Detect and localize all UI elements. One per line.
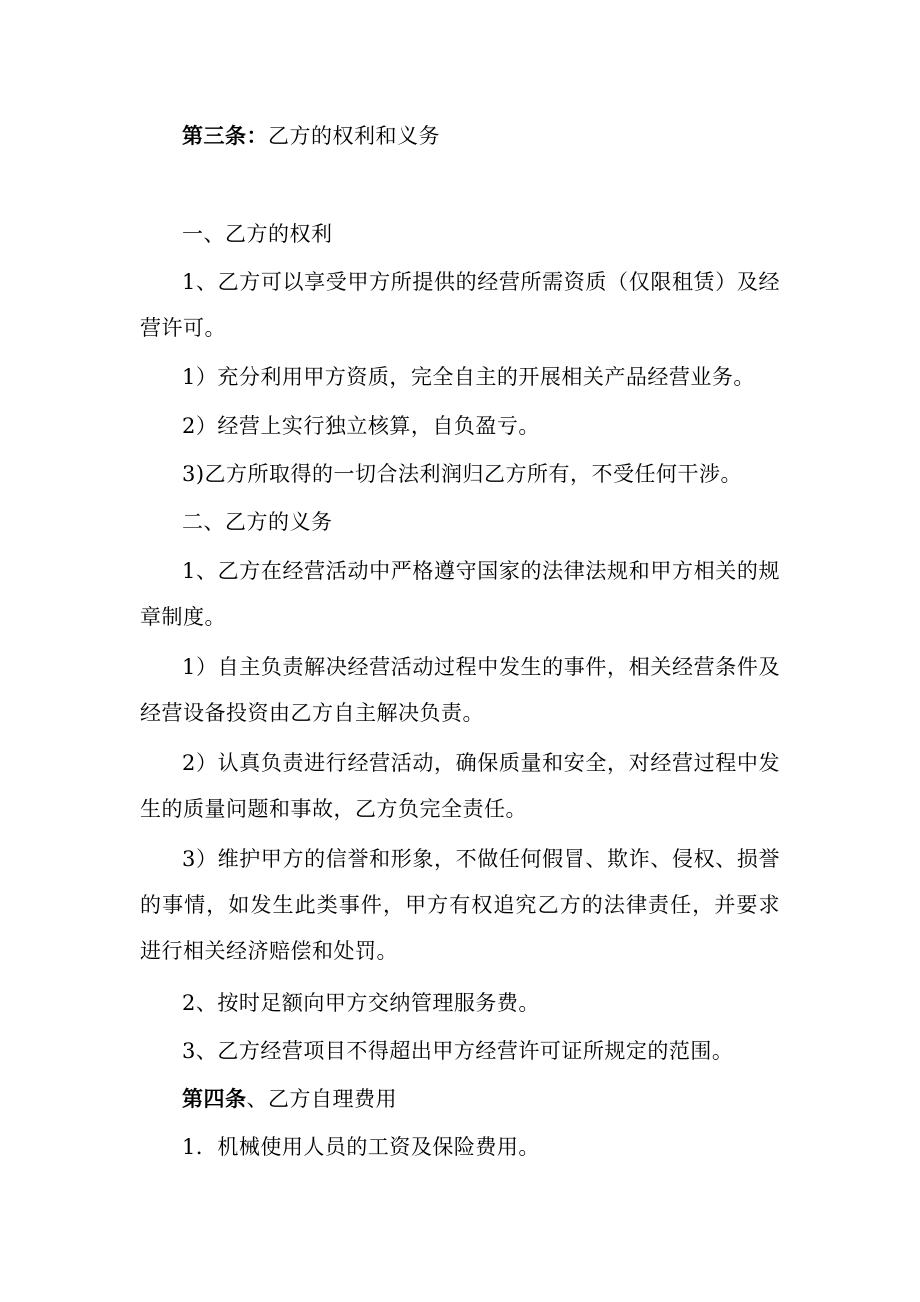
- rights-sub-1: 1）充分利用甲方资质，完全自主的开展相关产品经营业务。: [182, 365, 755, 389]
- article4-item-1: 1．机械使用人员的工资及保险费用。: [182, 1135, 540, 1159]
- rights-item-1: 1、乙方可以享受甲方所提供的经营所需资质（仅限租赁）及经营许可。: [140, 270, 780, 340]
- article3-heading: [182, 113, 440, 159]
- article4-heading: [182, 1076, 397, 1122]
- duties-item-1: 1、乙方在经营活动中严格遵守国家的法律法规和甲方相关的规章制度。: [140, 559, 780, 629]
- duties-sub-3: 3）维护甲方的信誉和形象，不做任何假冒、欺诈、侵权、损誉的事情，如发生此类事件，甲方有权追究乙方的法律责任，并要求进行相关经济赔偿和处罚。: [140, 847, 780, 963]
- article4-title: 、乙方自理费用: [246, 1087, 397, 1111]
- article3-title: 乙方的权利和义务: [268, 124, 440, 148]
- rights-heading: 一、乙方的权利: [182, 222, 333, 246]
- article3-label: 第三条：: [182, 123, 268, 148]
- duties-item-2: 2、按时足额向甲方交纳管理服务费。: [182, 991, 540, 1015]
- duties-heading: 二、乙方的义务: [182, 510, 333, 534]
- duties-item-3: 3、乙方经营项目不得超出甲方经营许可证所规定的范围。: [182, 1039, 734, 1063]
- duties-sub-2: 2）认真负责进行经营活动，确保质量和安全，对经营过程中发生的质量问题和事故，乙方负完全责任。: [140, 751, 780, 821]
- duties-sub-1: 1）自主负责解决经营活动过程中发生的事件，相关经营条件及经营设备投资由乙方自主解决负责。: [140, 655, 780, 725]
- rights-sub-2: 2）经营上实行独立核算，自负盈亏。: [182, 414, 540, 438]
- article4-label: 第四条: [182, 1086, 247, 1111]
- rights-sub-3: 3)乙方所取得的一切合法利润归乙方所有，不受任何干涉。: [182, 462, 743, 486]
